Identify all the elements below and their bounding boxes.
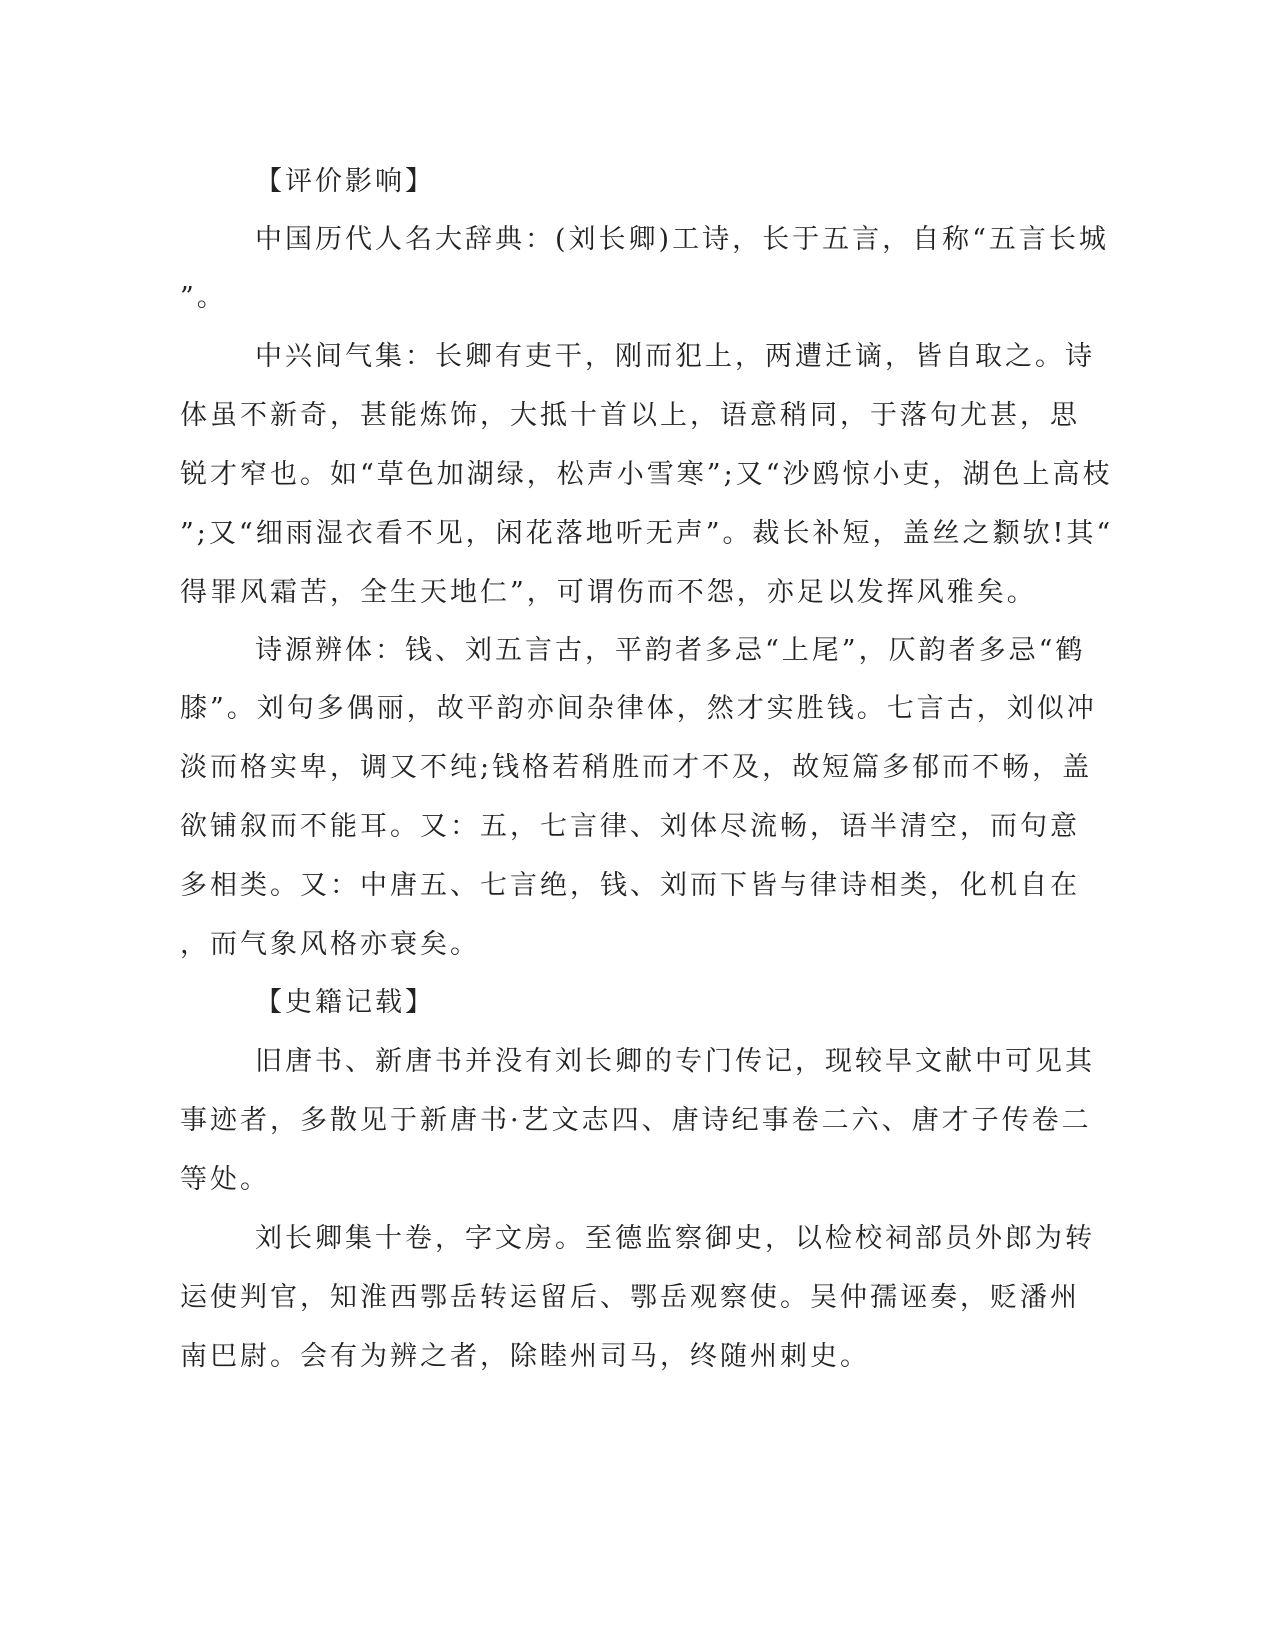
paragraph-line: 南巴尉。会有为辨之者，除睦州司马，终随州刺史。 — [180, 1341, 870, 1372]
section-heading-historical-records: 【史籍记载】 — [255, 987, 435, 1018]
paragraph-line: 得罪风霜苦，全生天地仁”，可谓伤而不怨，亦足以发挥风雅矣。 — [180, 577, 1037, 608]
section-heading-evaluation: 【评价影响】 — [255, 166, 435, 197]
paragraph-line: ”;又“细雨湿衣看不见，闲花落地听无声”。裁长补短，盖丝之颣欤!其“ — [180, 518, 1114, 549]
paragraph-line: 中兴间气集：长卿有吏干，刚而犯上，两遭迁谪，皆自取之。诗 — [255, 341, 1095, 372]
paragraph-line: 欲铺叙而不能耳。又：五，七言律、刘体尽流畅，语半清空，而句意 — [180, 811, 1080, 842]
paragraph-line: 锐才窄也。如“草色加湖绿，松声小雪寒”;又“沙鸥惊小吏，湖色上高枝 — [180, 459, 1113, 490]
paragraph-line: 膝”。刘句多偶丽，故平韵亦间杂律体，然才实胜钱。七言古，刘似冲 — [180, 693, 1097, 724]
paragraph-line: 体虽不新奇，甚能炼饰，大抵十首以上，语意稍同，于落句尤甚，思 — [180, 400, 1080, 431]
paragraph-line: 多相类。又：中唐五、七言绝，钱、刘而下皆与律诗相类，化机自在 — [180, 870, 1080, 901]
paragraph-line: 旧唐书、新唐书并没有刘长卿的专门传记，现较早文献中可见其 — [255, 1046, 1095, 1077]
paragraph-line: 刘长卿集十卷，字文房。至德监察御史，以检校祠部员外郎为转 — [255, 1223, 1095, 1254]
paragraph-line: ”。 — [180, 282, 227, 313]
paragraph-line: 等处。 — [180, 1164, 270, 1195]
paragraph-line: ，而气象风格亦衰矣。 — [180, 929, 480, 960]
paragraph-line: 运使判官，知淮西鄂岳转运留后、鄂岳观察使。吴仲孺诬奏，贬潘州 — [180, 1282, 1080, 1313]
paragraph-line: 诗源辨体：钱、刘五言古，平韵者多忌“上尾”，仄韵者多忌“鹤 — [255, 635, 1086, 666]
paragraph-line: 事迹者，多散见于新唐书·艺文志四、唐诗纪事卷二六、唐才子传卷二 — [180, 1105, 1092, 1136]
paragraph-line: 中国历代人名大辞典：(刘长卿)工诗，长于五言，自称“五言长城 — [255, 224, 1109, 255]
paragraph-line: 淡而格实卑，调又不纯;钱格若稍胜而才不及，故短篇多郁而不畅，盖 — [180, 752, 1093, 783]
